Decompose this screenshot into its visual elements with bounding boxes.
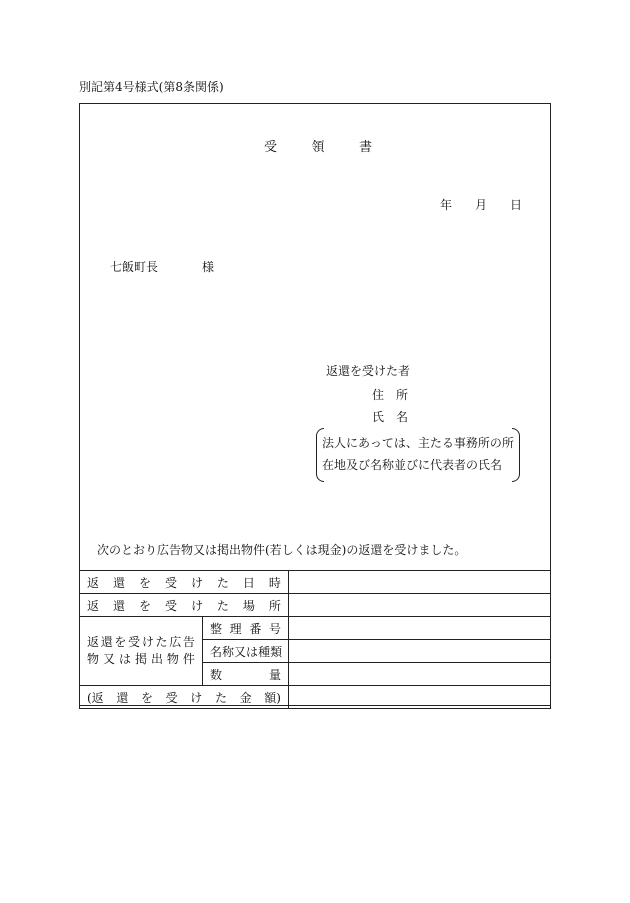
spaced-char: 還 bbox=[100, 635, 113, 649]
spaced-char: 還 bbox=[116, 690, 129, 705]
label-return-place bbox=[80, 594, 289, 617]
spaced-char: 年 bbox=[440, 198, 453, 212]
spaced-char: 号 bbox=[268, 621, 281, 636]
corporation-note-line-1: 法人にあっては、主たる事務所の所 bbox=[322, 436, 514, 450]
spaced-char: 額) bbox=[264, 690, 281, 705]
recipient-name: 七飯町長 bbox=[110, 260, 159, 274]
date-line bbox=[440, 196, 522, 213]
spaced-char: 物 bbox=[87, 652, 100, 666]
returner-heading: 返還を受けた者 bbox=[326, 364, 411, 378]
document-title bbox=[264, 136, 372, 155]
spaced-char: け bbox=[190, 598, 203, 613]
spaced-char: 還 bbox=[112, 575, 125, 590]
label-return-datetime bbox=[80, 571, 289, 594]
spaced-char: け bbox=[141, 635, 154, 649]
value-return-amount[interactable] bbox=[289, 686, 551, 709]
spaced-char: 量 bbox=[268, 667, 281, 682]
spaced-char: 受 bbox=[164, 575, 177, 590]
spaced-char: 件 bbox=[182, 652, 195, 666]
spaced-char: は bbox=[118, 652, 131, 666]
spaced-char: 告 bbox=[182, 635, 195, 649]
spaced-char: を bbox=[138, 598, 151, 613]
label-return-amount bbox=[80, 686, 289, 709]
label-returned-items bbox=[80, 617, 203, 686]
spaced-char: た bbox=[216, 598, 229, 613]
spaced-char: 受 bbox=[264, 140, 278, 155]
spaced-char: 時 bbox=[268, 575, 281, 590]
spaced-char: 返 bbox=[87, 635, 100, 649]
table-row bbox=[80, 571, 551, 594]
spaced-char: 氏 bbox=[372, 410, 385, 424]
value-control-number[interactable] bbox=[289, 617, 551, 640]
spaced-char: 住 bbox=[372, 388, 385, 402]
spaced-char: 領 bbox=[311, 140, 325, 155]
address-label bbox=[372, 386, 408, 403]
spaced-char: 種 bbox=[258, 644, 271, 659]
table-row bbox=[80, 617, 551, 640]
value-return-datetime[interactable] bbox=[289, 571, 551, 594]
table-row bbox=[80, 686, 551, 709]
corporation-note-line-2: 在地及び名称並びに代表者の氏名 bbox=[322, 458, 503, 472]
value-name-or-type[interactable] bbox=[289, 640, 551, 663]
label-control-number bbox=[203, 617, 289, 640]
spaced-char: た bbox=[155, 635, 168, 649]
label-quantity bbox=[203, 663, 289, 686]
spaced-char: け bbox=[190, 575, 203, 590]
spaced-char: た bbox=[216, 575, 229, 590]
spaced-char: 数 bbox=[210, 667, 223, 682]
spaced-char: 又 bbox=[234, 644, 247, 659]
spaced-char: 番 bbox=[249, 621, 262, 636]
spaced-char: を bbox=[138, 575, 151, 590]
return-details-table bbox=[79, 570, 551, 709]
form-number-note: 別記第4号様式(第8条関係) bbox=[79, 80, 224, 94]
spaced-char: 出 bbox=[150, 652, 163, 666]
spaced-char: 金 bbox=[239, 690, 252, 705]
spaced-char: 所 bbox=[395, 388, 408, 402]
table-row bbox=[80, 594, 551, 617]
spaced-char: を bbox=[140, 690, 153, 705]
name-label bbox=[372, 408, 408, 425]
spaced-char: 名 bbox=[395, 410, 408, 424]
value-return-place[interactable] bbox=[289, 594, 551, 617]
recipient-honorific: 様 bbox=[201, 260, 214, 274]
corporation-note-text bbox=[322, 432, 514, 476]
spaced-char: 月 bbox=[474, 198, 487, 212]
spaced-char: 書 bbox=[358, 140, 372, 155]
spaced-char: 日 bbox=[242, 575, 255, 590]
spaced-char: 還 bbox=[112, 598, 125, 613]
value-quantity[interactable] bbox=[289, 663, 551, 686]
spaced-char: 広 bbox=[169, 635, 182, 649]
spaced-char: た bbox=[214, 690, 227, 705]
spaced-char: 場 bbox=[242, 598, 255, 613]
spaced-char: 整 bbox=[210, 621, 223, 636]
label-name-or-type bbox=[203, 640, 289, 663]
spaced-char: (返 bbox=[87, 690, 104, 705]
spaced-char: 称 bbox=[222, 644, 235, 659]
spaced-char: を bbox=[114, 635, 127, 649]
spaced-char: 物 bbox=[166, 652, 179, 666]
spaced-char: け bbox=[190, 690, 203, 705]
spaced-char: 返 bbox=[87, 575, 100, 590]
spaced-char: 掲 bbox=[134, 652, 147, 666]
spaced-char: 又 bbox=[102, 652, 115, 666]
spaced-char: は bbox=[246, 644, 259, 659]
spaced-char: 理 bbox=[229, 621, 242, 636]
spaced-char: 受 bbox=[164, 598, 177, 613]
spaced-char: 日 bbox=[509, 198, 522, 212]
spaced-char: 返 bbox=[87, 598, 100, 613]
spaced-char: 類 bbox=[270, 644, 283, 659]
recipient-line bbox=[110, 258, 214, 275]
spaced-char: 受 bbox=[165, 690, 178, 705]
spaced-char: 所 bbox=[268, 598, 281, 613]
spaced-char: 受 bbox=[128, 635, 141, 649]
spaced-char: 名 bbox=[210, 644, 223, 659]
statement-text: 次のとおり広告物又は掲出物件(若しくは現金)の返還を受けました。 bbox=[97, 543, 467, 557]
corporation-note bbox=[316, 428, 520, 482]
